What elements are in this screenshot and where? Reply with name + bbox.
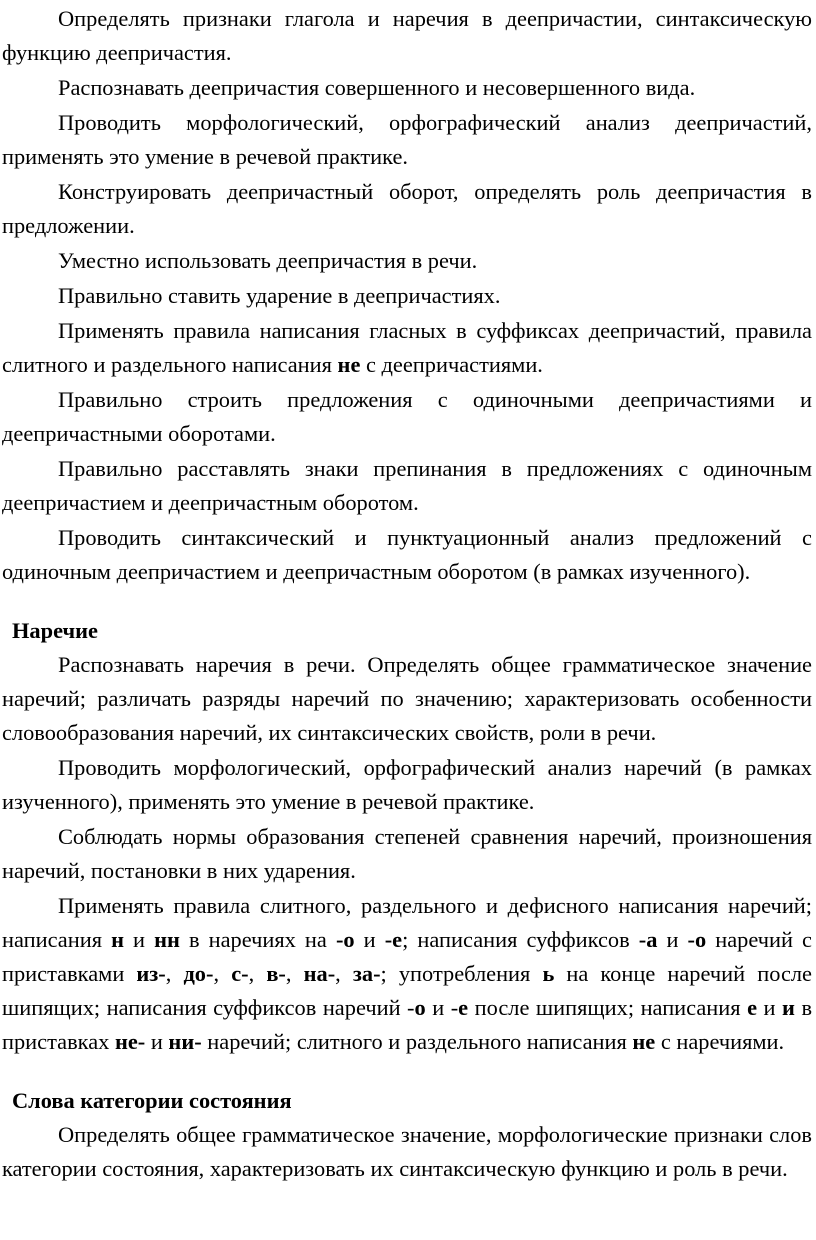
rule-text-fragment: на конце наречий после шипящих; написания суффиксов наречий - — [2, 961, 812, 1020]
paragraph-adverb-norms: Соблюдать нормы образования степеней сравнения наречий, произношения наречий, постановки в них ударения. — [2, 824, 812, 883]
rule-bold-fragment: е — [747, 995, 758, 1020]
rule-bold-fragment: на- — [303, 961, 336, 986]
rule-bold-fragment: -а — [638, 927, 658, 952]
rule-text-fragment: в наречиях на — [179, 927, 336, 952]
rule-text-fragment: и — [354, 927, 385, 952]
rule-bold-fragment: из- — [136, 961, 166, 986]
paragraph-participle-punctuation: Правильно расставлять знаки препинания в предложениях с одиночным деепричастием и деепричастным оборотом. — [2, 456, 812, 515]
paragraph-participle-spelling — [2, 314, 812, 382]
spelling-bold-ne: не — [337, 352, 361, 377]
section-heading-state-words: Слова категории состояния — [12, 1088, 292, 1113]
rule-bold-fragment: и — [782, 995, 795, 1020]
rule-bold-fragment: нн — [154, 927, 180, 952]
rule-bold-fragment: не — [632, 1029, 656, 1054]
paragraph-participle-usage: Уместно использовать деепричастия в речи. — [58, 248, 478, 273]
section-heading-adverb: Наречие — [12, 618, 98, 643]
rule-text-fragment: , — [248, 961, 267, 986]
rule-bold-fragment: в- — [266, 961, 286, 986]
paragraph-participle-stress: Правильно ставить ударение в деепричастиях. — [58, 283, 501, 308]
spelling-text-after: с деепричастиями. — [360, 352, 543, 377]
rule-text-fragment: и — [145, 1029, 169, 1054]
rule-text-fragment: , — [213, 961, 232, 986]
paragraph-participle-features: Определять признаки глагола и наречия в деепричастии, синтаксическую функцию деепричастия. — [2, 6, 812, 65]
rule-text-fragment: и — [657, 927, 688, 952]
paragraph-adverb-spelling-rules — [2, 889, 812, 1059]
rule-bold-fragment: е — [458, 995, 469, 1020]
paragraph-participle-construct: Конструировать деепричастный оборот, определять роль деепричастия в предложении. — [2, 179, 812, 238]
rule-text-fragment: Применять правила слитного, раздельного и дефисного написания наречий; написания — [2, 893, 812, 952]
rule-text-fragment: ; написания суффиксов — [402, 927, 639, 952]
paragraph-participle-aspect: Распознавать деепричастия совершенного и несовершенного вида. — [58, 75, 696, 100]
rule-text-fragment: после шипящих; написания — [468, 995, 748, 1020]
rule-text-fragment: ; употребления — [380, 961, 543, 986]
rule-text-fragment: , — [285, 961, 304, 986]
rule-text-fragment: наречий с приставками — [2, 927, 812, 986]
rule-bold-fragment: -е — [384, 927, 403, 952]
rule-text-fragment: , — [165, 961, 184, 986]
rule-bold-fragment: о — [414, 995, 426, 1020]
rule-bold-fragment: не- — [114, 1029, 146, 1054]
spelling-text-before: Применять правила написания гласных в суффиксах деепричастий, правила слитного и раздельного написания — [2, 318, 812, 377]
rule-bold-fragment: -о — [687, 927, 707, 952]
rule-text-fragment: и — [757, 995, 783, 1020]
rule-text-fragment: с наречиями. — [655, 1029, 785, 1054]
paragraph-state-words: Определять общее грамматическое значение, морфологические признаки слов категории состояния, характеризовать их синтаксическую функцию и роль в речи. — [2, 1122, 812, 1181]
rule-text-fragment: наречий; слитного и раздельного написания — [201, 1029, 633, 1054]
rule-text-fragment: и - — [425, 995, 459, 1020]
paragraph-adverb-recognize: Распознавать наречия в речи. Определять общее грамматическое значение наречий; различать разряды наречий по значению; характеризовать особенности словообразования наречий, их синтаксических свойств, роли в речи. — [2, 652, 812, 745]
rule-bold-fragment: ь — [542, 961, 555, 986]
rule-text-fragment: в приставках — [2, 995, 813, 1054]
rule-bold-fragment: н — [111, 927, 124, 952]
rule-bold-fragment: за- — [352, 961, 381, 986]
rule-text-fragment: и — [123, 927, 155, 952]
paragraph-participle-syntax-analysis: Проводить синтаксический и пунктуационный анализ предложений с одиночным деепричастием и деепричастным оборотом (в рамках изученного). — [2, 525, 812, 584]
rule-bold-fragment: до- — [183, 961, 214, 986]
rule-bold-fragment: с- — [231, 961, 249, 986]
paragraph-adverb-analysis: Проводить морфологический, орфографический анализ наречий (в рамках изученного), применять это умение в речевой практике. — [2, 755, 812, 814]
paragraph-participle-sentences: Правильно строить предложения с одиночными деепричастиями и деепричастными оборотами. — [2, 387, 812, 446]
rule-bold-fragment: -о — [335, 927, 355, 952]
paragraph-participle-analysis: Проводить морфологический, орфографический анализ деепричастий, применять это умение в речевой практике. — [2, 110, 812, 169]
rule-text-fragment: , — [335, 961, 353, 986]
rule-bold-fragment: ни- — [168, 1029, 202, 1054]
